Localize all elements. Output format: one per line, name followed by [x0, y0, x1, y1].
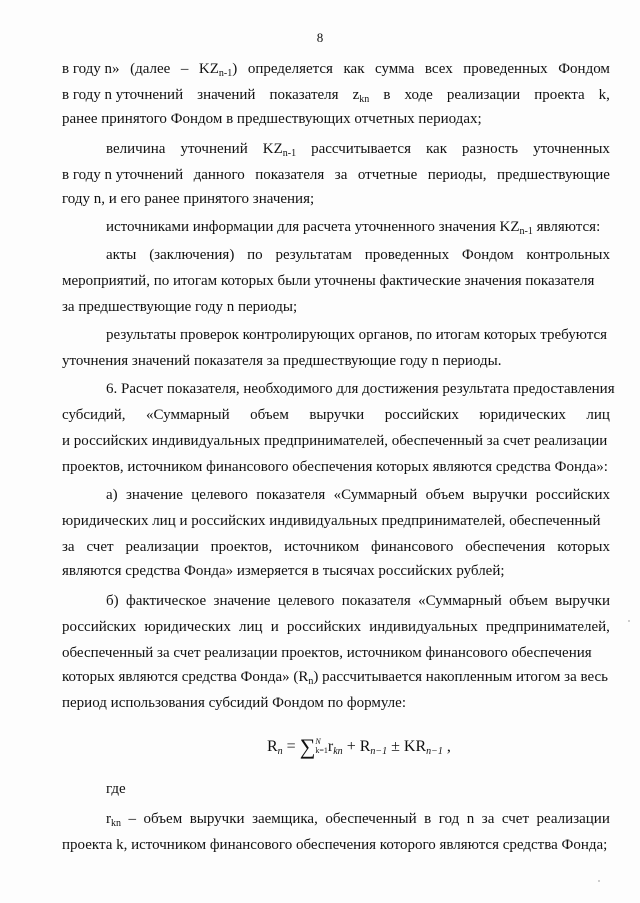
text-run: результатам: [275, 247, 352, 263]
formula-term: + R: [342, 738, 371, 755]
page-number: 8: [316, 30, 324, 45]
kz-term: [199, 60, 237, 83]
text-run: российских: [384, 407, 459, 423]
text-run: уточнений: [180, 141, 248, 157]
text-run: ) рассчитывается накопленным итогом за весь: [313, 669, 609, 685]
text-run: лиц: [238, 619, 263, 635]
text-run: в: [424, 811, 432, 827]
text-run: по: [247, 247, 263, 263]
text-run: выручки: [472, 487, 528, 503]
text-run: «Суммарный: [146, 407, 230, 423]
text-run: проведенных: [463, 61, 548, 77]
text-run: r: [106, 811, 111, 827]
text-run: фактическое: [126, 593, 207, 609]
text-run: счет: [501, 811, 530, 827]
text-run: юридических: [479, 407, 566, 423]
text-run: выручки: [189, 811, 245, 827]
formula-symbol: R: [267, 738, 278, 755]
text-run: в году n»: [62, 61, 120, 77]
text-run: (заключения): [149, 247, 235, 263]
text-run: обеспечения: [465, 539, 546, 555]
text-run: финансового: [370, 539, 454, 555]
text-run: значение: [126, 487, 183, 503]
paragraph-4-line-1: [106, 246, 610, 264]
text-run: показателя: [341, 593, 411, 609]
paragraph-7-line-2: юридических лиц и российских индивидуальных предпринимателей, обеспеченный: [62, 513, 601, 529]
paragraph-4-line-3: за предшествующие году n периоды;: [62, 299, 298, 315]
text-run: и: [270, 619, 279, 635]
text-run: показателя: [256, 487, 326, 503]
text-run: «Суммарный: [418, 593, 502, 609]
text-run: реализации: [125, 539, 199, 555]
text-run: рассчитывается: [311, 141, 411, 157]
where-label: где: [106, 781, 126, 797]
text-run: величина: [106, 141, 166, 157]
paragraph-7-line-4: являются средства Фонда» измеряется в тысячах российских рублей;: [62, 563, 505, 579]
revenue-formula: [267, 734, 451, 760]
text-run: показателя: [255, 167, 325, 183]
formula-subscript: n−1: [426, 746, 443, 757]
text-run: Фондом: [558, 61, 610, 77]
formula-subscript: kn: [333, 746, 343, 757]
text-run: значений: [197, 87, 256, 103]
text-run: объем: [250, 407, 289, 423]
subscript: kn: [359, 94, 370, 105]
text-run: KZ: [198, 61, 219, 77]
text-run: –: [128, 811, 137, 827]
text-run: предшествующие: [497, 167, 610, 183]
text-run: счет: [86, 539, 114, 555]
text-run: периоды,: [427, 167, 487, 183]
paragraph-9-line-2: проекта k, источником финансового обеспечения которого являются средства Фонда;: [62, 837, 608, 853]
text-run: обеспеченный: [325, 811, 417, 827]
text-run: объем: [425, 487, 465, 503]
paragraph-2-line-2: [62, 166, 610, 184]
formula-subscript: n: [277, 746, 283, 757]
text-run: проектов,: [210, 539, 273, 555]
text-run: –: [180, 61, 189, 77]
text-run: юридических: [144, 619, 231, 635]
text-run: являются:: [532, 219, 601, 235]
text-run: KZ: [262, 141, 283, 157]
paragraph-8-line-5: период использования субсидий Фондом по формуле:: [62, 695, 406, 711]
summation-limits: [315, 737, 328, 755]
text-run: б): [106, 593, 119, 609]
paragraph-1-line-2: [62, 86, 610, 109]
text-run: отчетные: [357, 167, 418, 183]
text-run: всех: [424, 61, 453, 77]
text-run: которых являются средства Фонда» (R: [62, 669, 309, 685]
paragraph-5-line-1: результаты проверок контролирующих органов, по итогам которых требуются: [106, 327, 608, 343]
paragraph-6-line-3: и российских индивидуальных предпринимателей, обеспеченный за счет реализации: [62, 433, 608, 449]
text-run: «Суммарный: [333, 487, 418, 503]
text-run: объем: [143, 811, 183, 827]
formula-subscript: n−1: [370, 746, 388, 757]
paragraph-6-line-1: 6. Расчет показателя, необходимого для достижения результата предоставления: [106, 381, 615, 397]
paragraph-6-line-4: проектов, источником финансового обеспечения которых являются средства Фонда»:: [62, 459, 608, 475]
text-run: целевого: [277, 593, 335, 609]
text-run: выручки: [309, 407, 365, 423]
formula-term: ± KR: [387, 738, 427, 755]
text-run: разность: [462, 141, 519, 157]
text-run: лиц: [586, 407, 610, 423]
text-run: уточненных: [533, 141, 610, 157]
text-run: объем: [509, 593, 548, 609]
text-run: k,: [598, 87, 610, 103]
text-run: предпринимателей,: [485, 619, 610, 635]
text-run: выручки: [555, 593, 610, 609]
scan-speck: [628, 620, 630, 622]
formula-upper-limit: N: [315, 737, 321, 746]
text-run: субсидий,: [62, 407, 126, 423]
text-run: показателя: [269, 87, 339, 103]
text-run: как: [425, 141, 447, 157]
text-run: определяется: [247, 61, 333, 77]
text-run: данного: [193, 167, 245, 183]
subscript: n: [308, 676, 314, 687]
formula-term: ,: [442, 738, 451, 755]
text-run: заемщика,: [252, 811, 318, 827]
paragraph-7-line-3: [62, 538, 610, 556]
text-run: сумма: [375, 61, 415, 77]
paragraph-9-line-1: [106, 810, 610, 833]
summation-icon: ∑: [299, 734, 316, 759]
text-run: z: [352, 87, 360, 103]
subscript: n-1: [218, 68, 233, 79]
text-run: проекта: [534, 87, 585, 103]
text-run: российских: [535, 487, 610, 503]
paragraph-6-line-2: [62, 406, 610, 424]
paragraph-8-line-4: [62, 668, 640, 691]
text-run: в: [383, 87, 391, 103]
text-run: в году n уточнений: [62, 87, 184, 103]
paragraph-2-line-1: [106, 140, 610, 163]
scan-speck: [598, 880, 600, 882]
text-run: ): [232, 61, 238, 77]
text-run: источниками информации для расчета уточненного значения KZ: [106, 219, 520, 235]
text-run: а): [106, 487, 118, 503]
formula-lower-limit: k=1: [315, 746, 328, 755]
text-run: которых: [557, 539, 610, 555]
text-run: целевого: [191, 487, 248, 503]
text-run: как: [343, 61, 365, 77]
text-run: реализации: [446, 87, 521, 103]
text-run: значение: [213, 593, 271, 609]
paragraph-7-line-1: [106, 486, 610, 504]
paragraph-4-line-2: мероприятий, по итогам которых были уточнены фактические значения показателя: [62, 273, 595, 289]
formula-symbol: r: [327, 738, 334, 755]
paragraph-8-line-1: [106, 592, 610, 610]
paragraph-1-line-3: ранее принятого Фондом в предшествующих отчетных периодах;: [62, 111, 482, 127]
paragraph-2-line-3: году n, и его ранее принятого значения;: [62, 191, 315, 207]
text-run: акты: [106, 247, 137, 263]
paragraph-8-line-3: обеспеченный за счет реализации проектов, источником финансового обеспечения: [62, 645, 592, 661]
rkn-term: [106, 810, 121, 833]
text-run: источником: [284, 539, 360, 555]
text-run: российских: [286, 619, 362, 635]
kz-term: [263, 140, 296, 163]
text-run: за: [481, 811, 495, 827]
text-run: год: [438, 811, 460, 827]
text-run: проведенных: [364, 247, 450, 263]
paragraph-1-line-1: [62, 60, 610, 83]
text-run: за: [334, 167, 348, 183]
text-run: индивидуальных: [369, 619, 478, 635]
text-run: n: [466, 811, 475, 827]
subscript: n-1: [519, 226, 533, 237]
text-run: российских: [62, 619, 137, 635]
subscript: n-1: [282, 148, 297, 159]
subscript: kn: [111, 818, 121, 829]
paragraph-3-line-1: [106, 218, 640, 241]
paragraph-5-line-2: уточнения значений показателя за предшествующие году n периоды.: [62, 353, 502, 369]
paragraph-8-line-2: [62, 618, 610, 636]
formula-operator: =: [282, 738, 300, 755]
text-run: ходе: [404, 87, 433, 103]
text-run: контрольных: [526, 247, 610, 263]
zkn-term: [353, 86, 370, 109]
text-run: Фондом: [461, 247, 514, 263]
text-run: реализации: [536, 811, 610, 827]
text-run: в году n уточнений: [62, 167, 184, 183]
text-run: за: [62, 539, 75, 555]
text-run: (далее: [130, 61, 171, 77]
